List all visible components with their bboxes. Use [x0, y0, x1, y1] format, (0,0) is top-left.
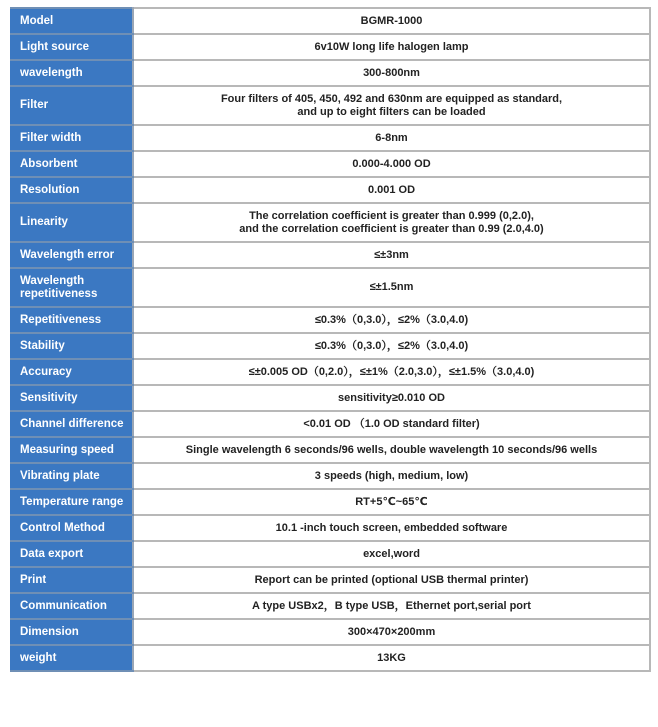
spec-value-line: ≤0.3%（0,3.0），≤2%（3.0,4.0): [314, 313, 469, 326]
spec-row: [11, 307, 650, 333]
spec-row: [11, 515, 650, 541]
spec-label: Print: [11, 567, 133, 593]
spec-value: [133, 86, 650, 125]
spec-value: [133, 489, 650, 515]
spec-value-line: Four filters of 405, 450, 492 and 630nm are equipped as standard,: [220, 92, 563, 105]
spec-value: [133, 437, 650, 463]
spec-label: Vibrating plate: [11, 463, 133, 489]
spec-value: [133, 567, 650, 593]
spec-value-line: ≤±0.005 OD（0,2.0），≤±1%（2.0,3.0），≤±1.5%（3.0,4.0): [248, 365, 535, 378]
spec-row: [11, 177, 650, 203]
spec-row: [11, 60, 650, 86]
spec-value-line: 6-8nm: [375, 131, 408, 144]
spec-value: [133, 60, 650, 86]
spec-value: [133, 619, 650, 645]
spec-label: Stability: [11, 333, 133, 359]
spec-label: Filter width: [11, 125, 133, 151]
spec-value-line: 13KG: [377, 651, 406, 664]
spec-value-line: ≤±1.5nm: [369, 281, 414, 293]
spec-value-line: Single wavelength 6 seconds/96 wells, double wavelength 10 seconds/96 wells: [185, 443, 598, 456]
spec-value-line: 3 speeds (high, medium, low): [314, 469, 469, 482]
spec-value: [133, 34, 650, 60]
spec-row: [11, 86, 650, 125]
spec-row: [11, 645, 650, 671]
spec-value: [133, 177, 650, 203]
spec-value-line: The correlation coefficient is greater than 0.999 (0,2.0),: [249, 209, 534, 222]
spec-value-line: RT+5℃~65℃: [355, 495, 428, 508]
spec-value: [133, 359, 650, 385]
spec-value: [133, 203, 650, 242]
spec-label: Temperature range: [11, 489, 133, 515]
spec-label: Channel difference: [11, 411, 133, 437]
spec-row: [11, 567, 650, 593]
spec-label: Dimension: [11, 619, 133, 645]
spec-value: [133, 151, 650, 177]
spec-row: [11, 619, 650, 645]
spec-label: Measuring speed: [11, 437, 133, 463]
spec-row: [11, 593, 650, 619]
spec-row: [11, 8, 650, 34]
spec-value: [133, 541, 650, 567]
spec-row: [11, 242, 650, 268]
spec-value-line: and the correlation coefficient is greater than 0.99 (2.0,4.0): [239, 222, 544, 235]
spec-row: [11, 125, 650, 151]
spec-value-line: excel,word: [363, 547, 420, 560]
spec-value: [133, 268, 650, 307]
spec-label: Light source: [11, 34, 133, 60]
spec-row: [11, 437, 650, 463]
spec-value-line: ≤0.3%（0,3.0），≤2%（3.0,4.0): [314, 339, 469, 352]
spec-value: [133, 125, 650, 151]
spec-value-line: 10.1 -inch touch screen, embedded software: [275, 521, 508, 534]
spec-row: [11, 268, 650, 307]
spec-label: Control Method: [11, 515, 133, 541]
spec-value-line: A type USBx2，B type USB，Ethernet port,serial port: [252, 599, 531, 612]
spec-value-line: 6v10W long life halogen lamp: [314, 40, 469, 53]
spec-label: Linearity: [11, 203, 133, 242]
spec-label: Wavelength repetitiveness: [11, 268, 133, 307]
spec-value-line: BGMR-1000: [360, 14, 423, 27]
spec-value-line: ≤±3nm: [374, 248, 409, 261]
spec-value: [133, 307, 650, 333]
spec-value: [133, 242, 650, 268]
spec-label: wavelength: [11, 60, 133, 86]
spec-row: [11, 489, 650, 515]
spec-value-line: <0.01 OD （1.0 OD standard filter): [303, 417, 480, 430]
spec-value-line: 300×470×200mm: [347, 625, 436, 638]
spec-value: [133, 645, 650, 671]
spec-value: [133, 8, 650, 34]
spec-label: Filter: [11, 86, 133, 125]
spec-label: Wavelength error: [11, 242, 133, 268]
spec-value: [133, 515, 650, 541]
spec-value: [133, 385, 650, 411]
spec-value: [133, 333, 650, 359]
spec-label: Repetitiveness: [11, 307, 133, 333]
spec-row: [11, 151, 650, 177]
spec-value-line: Report can be printed (optional USB thermal printer): [254, 573, 529, 586]
spec-value: [133, 593, 650, 619]
spec-label: Model: [11, 8, 133, 34]
spec-value-line: sensitivity≥0.010 OD: [338, 391, 445, 404]
spec-label: Communication: [11, 593, 133, 619]
spec-value-line: 300-800nm: [363, 66, 420, 79]
spec-row: [11, 203, 650, 242]
specification-table: [10, 7, 651, 672]
spec-label: Data export: [11, 541, 133, 567]
spec-value: [133, 463, 650, 489]
spec-row: [11, 385, 650, 411]
spec-label: Resolution: [11, 177, 133, 203]
spec-value: [133, 411, 650, 437]
spec-row: [11, 463, 650, 489]
spec-row: [11, 411, 650, 437]
spec-row: [11, 333, 650, 359]
spec-label: Accuracy: [11, 359, 133, 385]
spec-value-line: and up to eight filters can be loaded: [297, 105, 486, 118]
spec-label: Absorbent: [11, 151, 133, 177]
spec-label: Sensitivity: [11, 385, 133, 411]
spec-value-line: 0.001 OD: [367, 183, 416, 196]
spec-label: weight: [11, 645, 133, 671]
spec-value-line: 0.000-4.000 OD: [352, 157, 431, 170]
spec-row: [11, 359, 650, 385]
spec-row: [11, 34, 650, 60]
specification-table-body: [11, 8, 650, 671]
spec-row: [11, 541, 650, 567]
